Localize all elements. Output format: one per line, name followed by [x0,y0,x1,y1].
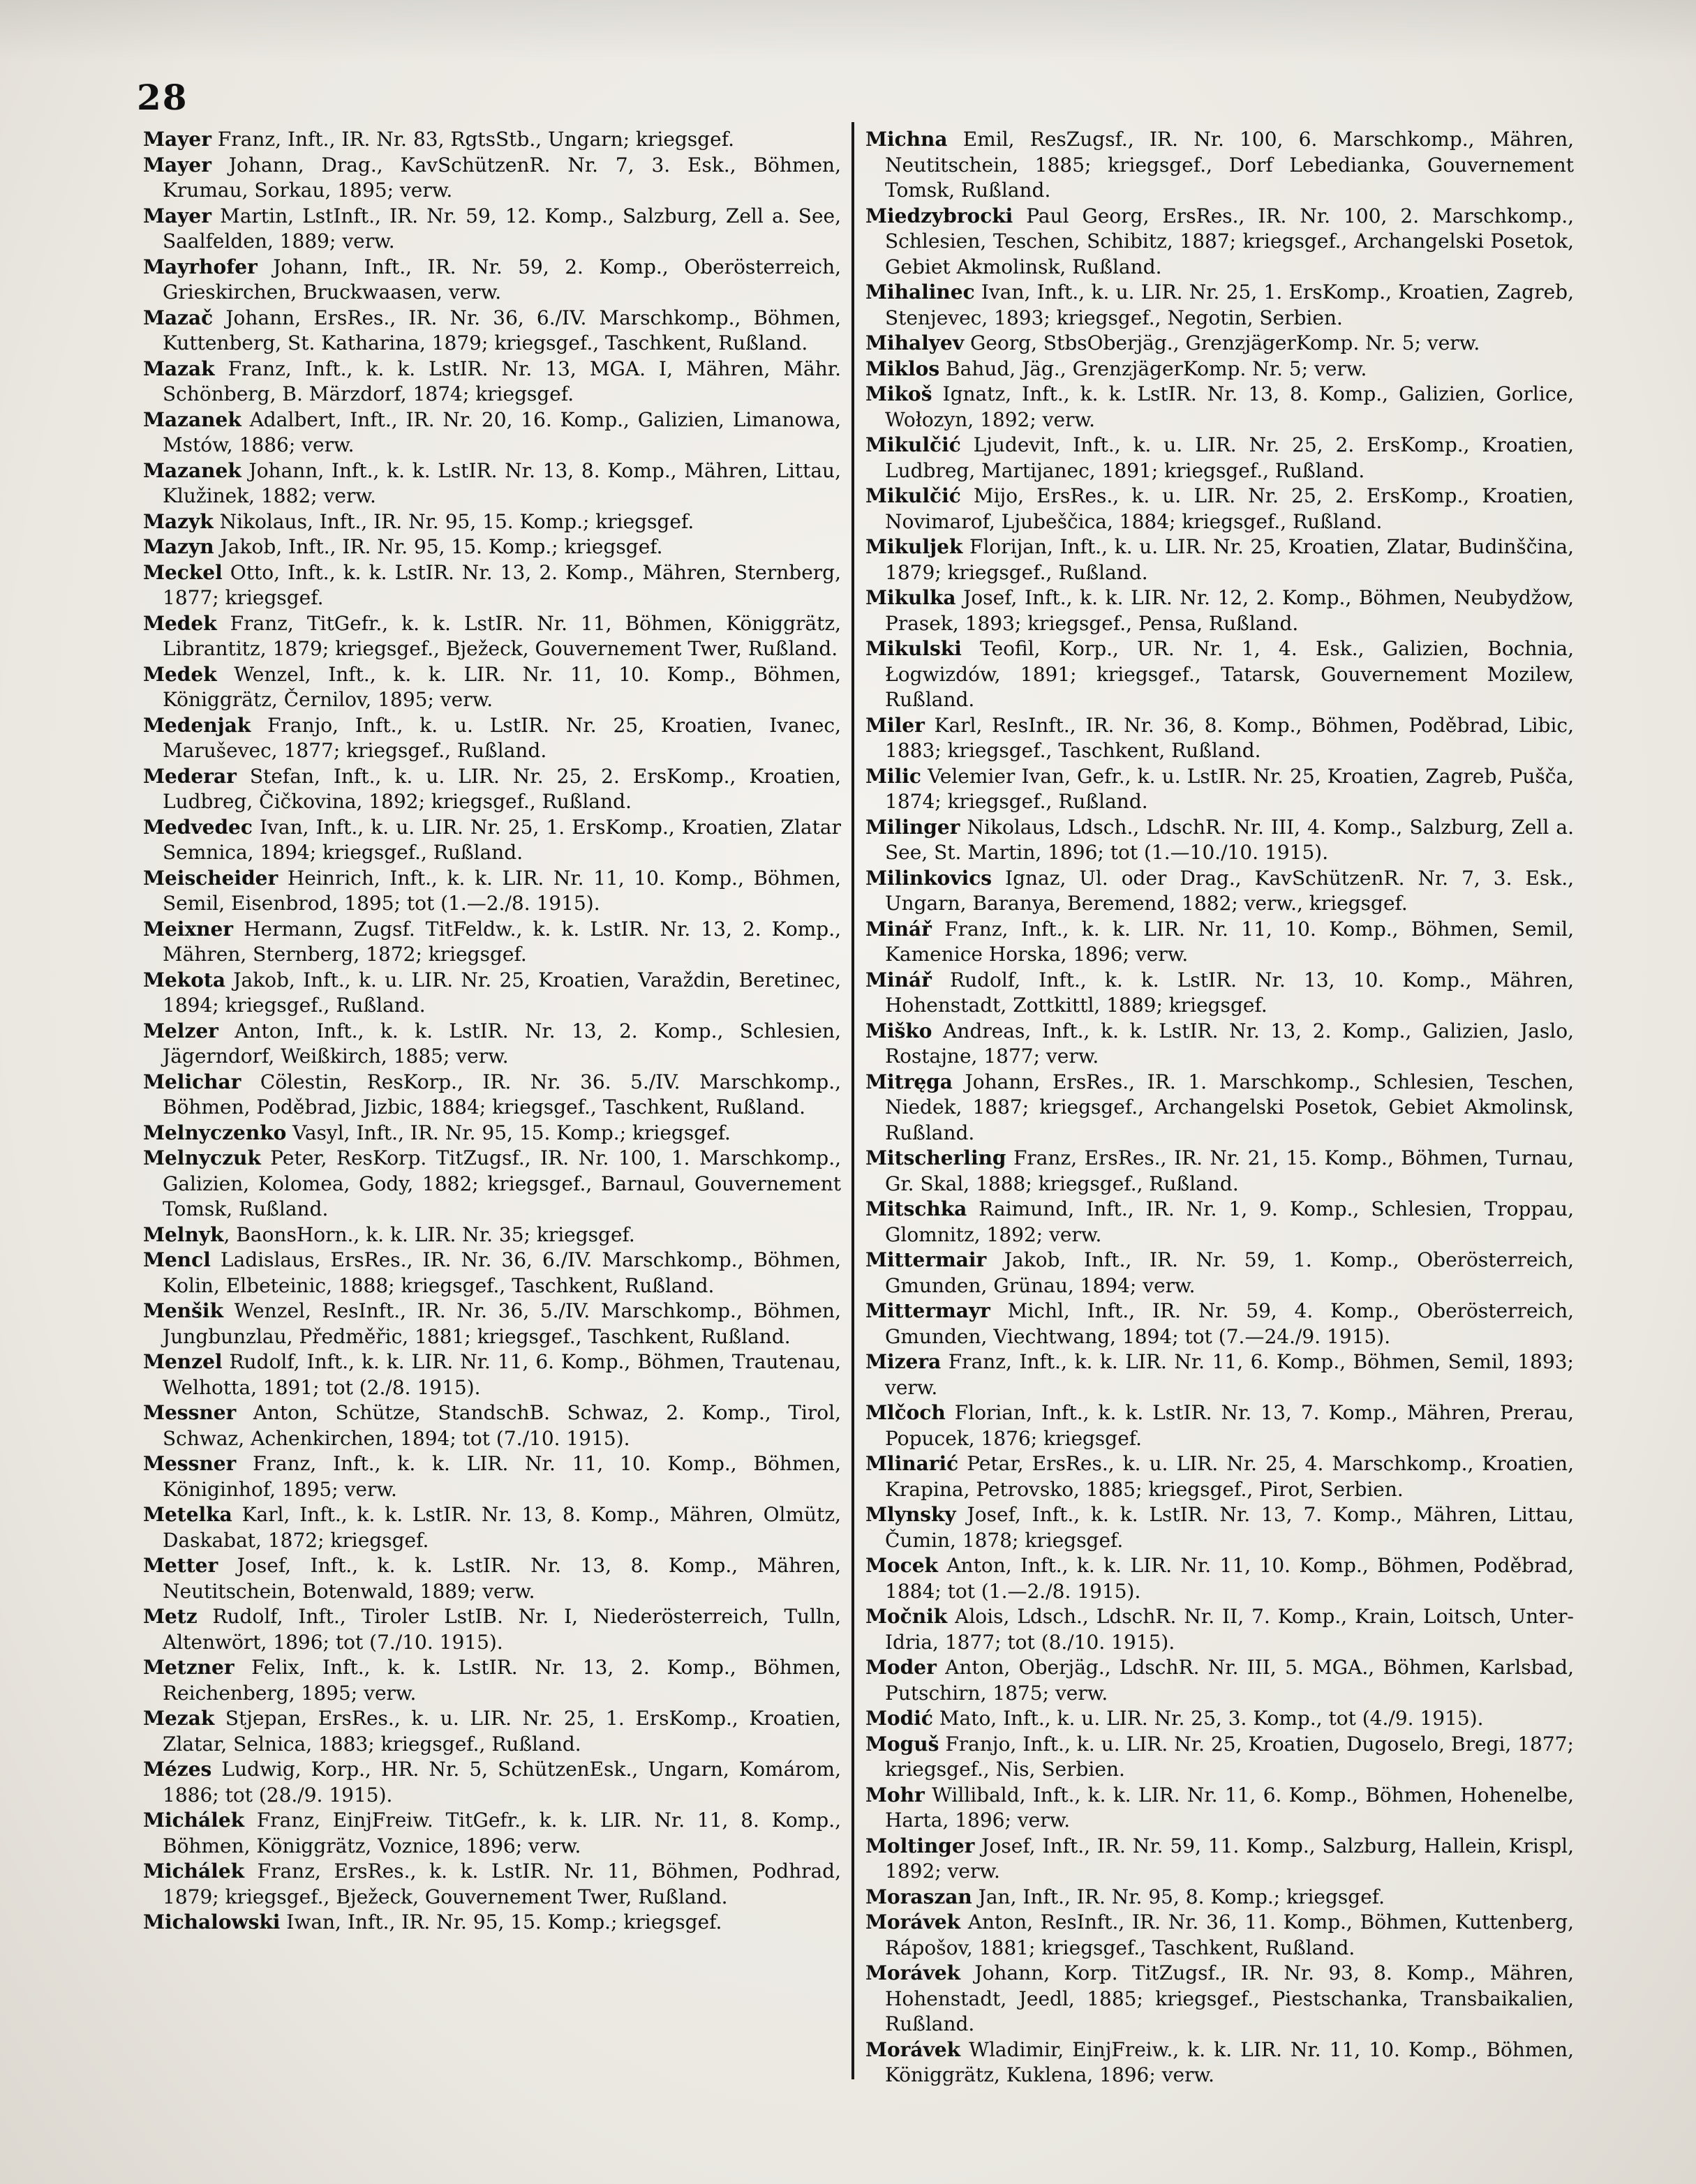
entry-details: Josef, Inft., IR. Nr. 59, 11. Komp., Salzburg, Hallein, Krispl, 1892; verw. [885,1834,1574,1883]
register-entry [143,204,841,255]
register-entry [865,1706,1574,1732]
page-number: 28 [137,77,188,118]
entry-details: Velemier Ivan, Gefr., k. u. LstIR. Nr. 25, Kroatien, Zagreb, Pušča, 1874; kriegsgef., Rußland. [885,764,1574,813]
register-entry [143,968,841,1019]
register-entry [143,1400,841,1451]
entry-surname: Medenjak [143,713,251,737]
entry-surname: Metz [143,1605,198,1628]
entry-surname: Menzel [143,1350,223,1373]
register-entry [143,1248,841,1299]
entry-details: Franz, ErsRes., IR. Nr. 21, 15. Komp., Böhmen, Turnau, Gr. Skal, 1888; kriegsgef., Rußland. [885,1146,1574,1195]
register-entry [865,1451,1574,1502]
entry-details: Hermann, Zugsf. TitFeldw., k. k. LstIR. Nr. 13, 2. Komp., Mähren, Sternberg, 1872; kriegsgef. [163,917,841,966]
register-entry [865,1553,1574,1604]
register-entry [143,1553,841,1604]
entry-details: Karl, ResInft., IR. Nr. 36, 8. Komp., Böhmen, Poděbrad, Libic, 1883; kriegsgef., Taschkent, Rußland. [885,713,1574,762]
entry-details: Willibald, Inft., k. k. LIR. Nr. 11, 6. Komp., Böhmen, Hohenelbe, Harta, 1896; verw. [885,1783,1574,1832]
entry-surname: Miško [865,1019,932,1042]
entry-details: Johann, ErsRes., IR. Nr. 36, 6./IV. Marschkomp., Böhmen, Kuttenberg, St. Katharina, 1879; kriegsgef., Taschkent, Rußland. [163,306,841,354]
register-entry [143,1121,841,1146]
entry-details: Rudolf, Inft., k. k. LstIR. Nr. 13, 10. Komp., Mähren, Hohenstadt, Zottkittl, 1889; kriegsgef. [885,968,1574,1017]
column-divider [851,122,854,2079]
register-entry [143,560,841,611]
entry-surname: Medek [143,611,217,635]
entry-details: Felix, Inft., k. k. LstIR. Nr. 13, 2. Komp., Böhmen, Reichenberg, 1895; verw. [163,1656,841,1705]
register-entry [865,1349,1574,1400]
register-entry [143,1299,841,1349]
entry-details: Paul Georg, ErsRes., IR. Nr. 100, 2. Marschkomp., Schlesien, Teschen, Schibitz, 1887; kriegsgef., Archangelski Posetok, Gebiet Akmolinsk, Rußland. [885,204,1574,278]
register-entry [865,1885,1574,1910]
register-entry [865,534,1574,585]
entry-details: Vasyl, Inft., IR. Nr. 95, 15. Komp.; kriegsgef. [286,1121,731,1144]
register-entry [865,1400,1574,1451]
entry-details: Florijan, Inft., k. u. LIR. Nr. 25, Kroatien, Zlatar, Budinščina, 1879; kriegsgef., Rußland. [885,535,1574,584]
register-entry [865,764,1574,815]
entry-surname: Melnyczenko [143,1121,287,1144]
entry-details: Franjo, Inft., k. u. LIR. Nr. 25, Kroatien, Dugoselo, Bregi, 1877; kriegsgef., Nis, Serbien. [885,1732,1574,1781]
register-entry [143,357,841,407]
entry-surname: Morávek [865,1961,961,1984]
entry-details: Josef, Inft., k. k. LIR. Nr. 12, 2. Komp., Böhmen, Neubydžow, Prasek, 1893; kriegsgef., Pensa, Rußland. [885,586,1574,635]
entry-details: Rudolf, Inft., Tiroler LstIB. Nr. I, Niederösterreich, Tulln, Altenwört, 1896; tot (7./10. 1915). [163,1605,841,1654]
entry-details: Franz, Inft., k. k. LIR. Nr. 11, 10. Komp., Böhmen, Semil, Kamenice Horska, 1896; verw. [885,917,1574,966]
entry-details: Josef, Inft., k. k. LstIR. Nr. 13, 7. Komp., Mähren, Littau, Čumin, 1878; kriegsgef. [885,1503,1574,1552]
entry-details: Franz, Inft., IR. Nr. 83, RgtsStb., Ungarn; kriegsgef. [211,128,734,151]
register-entry [865,968,1574,1019]
register-entry [865,866,1574,917]
entry-surname: Melichar [143,1070,241,1093]
entry-details: Bahud, Jäg., GrenzjägerKomp. Nr. 5; verw. [939,357,1367,380]
entry-details: Andreas, Inft., k. k. LstIR. Nr. 13, 2. Komp., Galizien, Jaslo, Rostajne, 1877; verw. [885,1019,1574,1068]
entry-surname: Mihalinec [865,281,975,304]
register-entry [143,917,841,968]
entry-surname: Mencl [143,1248,211,1271]
entry-surname: Močnik [865,1605,948,1628]
register-entry [143,1706,841,1757]
entry-surname: Miklos [865,357,940,380]
entry-details: Mato, Inft., k. u. LIR. Nr. 25, 3. Komp., tot (4./9. 1915). [932,1707,1484,1730]
entry-surname: Mitscherling [865,1146,1006,1169]
entry-details: Ignaz, Ul. oder Drag., KavSchützenR. Nr. 7, 3. Esk., Ungarn, Baranya, Beremend, 1882; verw., kriegsgef. [885,866,1574,915]
register-entry [865,1197,1574,1248]
register-entry [143,1808,841,1859]
entry-details: Stefan, Inft., k. u. LIR. Nr. 25, 2. ErsKomp., Kroatien, Ludbreg, Čičkovina, 1892; kriegsgef., Rußland. [163,764,841,813]
entry-surname: Mayer [143,204,211,227]
entry-surname: Mitręga [865,1070,953,1093]
register-entry [143,1451,841,1502]
entry-details: Otto, Inft., k. k. LstIR. Nr. 13, 2. Komp., Mähren, Sternberg, 1877; kriegsgef. [163,560,841,609]
entry-surname: Miedzybrocki [865,204,1013,227]
register-entry [143,306,841,357]
entry-surname: Mayrhofer [143,255,258,278]
entry-surname: Milinger [865,815,960,839]
register-entry [865,636,1574,713]
entry-details: Johann, Korp. TitZugsf., IR. Nr. 93, 8. Komp., Mähren, Hohenstadt, Jeedl, 1885; kriegsgef., Piestschanka, Transbaikalien, Rußland. [885,1961,1574,2035]
register-entry [143,153,841,204]
register-entry [865,280,1574,331]
entry-surname: Melnyczuk [143,1146,261,1169]
register-entry [143,1655,841,1706]
entry-details: Cölestin, ResKorp., IR. Nr. 36. 5./IV. Marschkomp., Böhmen, Poděbrad, Jizbic, 1884; kriegsgef., Taschkent, Rußland. [163,1070,841,1119]
entry-surname: Miler [865,713,925,737]
entry-surname: Mocek [865,1554,938,1577]
entry-surname: Mikoš [865,382,932,405]
entry-details: Wenzel, ResInft., IR. Nr. 36, 5./IV. Marschkomp., Böhmen, Jungbunzlau, Předměřic, 1881; kriegsgef., Taschkent, Rußland. [163,1299,841,1348]
entry-surname: Mayer [143,128,211,151]
entry-surname: Michálek [143,1809,245,1832]
register-entry [143,1859,841,1910]
entry-details: Emil, ResZugsf., IR. Nr. 100, 6. Marschkomp., Mähren, Neutitschein, 1885; kriegsgef., Dorf Lebedianka, Gouvernement Tomsk, Rußland. [885,128,1574,202]
entry-surname: Mlinarić [865,1452,959,1475]
entry-details: Adalbert, Inft., IR. Nr. 20, 16. Komp., Galizien, Limanowa, Mstów, 1886; verw. [163,407,841,456]
register-entry [865,713,1574,764]
entry-surname: Minář [865,917,932,941]
register-entry [143,255,841,306]
entry-details: Rudolf, Inft., k. k. LIR. Nr. 11, 6. Komp., Böhmen, Trautenau, Welhotta, 1891; tot (2./8. 1915). [163,1350,841,1399]
register-entry [865,2037,1574,2088]
entry-surname: Michna [865,128,948,151]
entry-surname: Messner [143,1401,237,1424]
entry-surname: Moder [865,1656,937,1679]
entry-surname: Modić [865,1707,933,1730]
entry-surname: Mekota [143,968,225,992]
entry-details: Teofil, Korp., UR. Nr. 1, 4. Esk., Galizien, Bochnia, Łogwizdów, 1891; kriegsgef., Tatarsk, Gouvernement Mozilew, Rußland. [885,637,1574,711]
entry-surname: Mikulčić [865,433,961,456]
entry-details: Anton, Oberjäg., LdschR. Nr. III, 5. MGA., Böhmen, Karlsbad, Putschirn, 1875; verw. [885,1656,1574,1705]
register-entry [143,866,841,917]
entry-details: Johann, Inft., IR. Nr. 59, 2. Komp., Oberösterreich, Grieskirchen, Bruckwaasen, verw. [163,255,841,304]
entry-details: Franz, EinjFreiw. TitGefr., k. k. LIR. Nr. 11, 8. Komp., Böhmen, Königgrätz, Voznice, 1896; verw. [163,1809,841,1857]
entry-surname: Mazak [143,357,215,380]
entry-details: Ivan, Inft., k. u. LIR. Nr. 25, 1. ErsKomp., Kroatien, Zagreb, Stenjevec, 1893; kriegsgef., Negotin, Serbien. [885,281,1574,329]
entry-surname: Michalowski [143,1910,281,1934]
entry-surname: Milic [865,764,921,788]
scan-shadow [0,0,1696,63]
entry-details: Wladimir, EinjFreiw., k. k. LIR. Nr. 11, 10. Komp., Böhmen, Königgrätz, Kuklena, 1896; verw. [885,2037,1574,2086]
entry-surname: Mlynsky [865,1503,956,1526]
entry-surname: Mizera [865,1350,942,1373]
register-entry [865,1834,1574,1885]
entry-surname: Mlčoch [865,1401,946,1424]
register-entry [865,331,1574,357]
entry-details: Franz, ErsRes., k. k. LstIR. Nr. 11, Böhmen, Podhrad, 1879; kriegsgef., Bježeck, Gouvernement Twer, Rußland. [163,1860,841,1908]
entry-surname: Mederar [143,764,237,788]
register-entry [865,1732,1574,1783]
entry-surname: Mittermair [865,1248,987,1271]
entry-details: Ljudevit, Inft., k. u. LIR. Nr. 25, 2. ErsKomp., Kroatien, Ludbreg, Martijanec, 1891; kriegsgef., Rußland. [885,433,1574,482]
entry-details: Wenzel, Inft., k. k. LIR. Nr. 11, 10. Komp., Böhmen, Königgrätz, Černilov, 1895; verw. [163,662,841,711]
register-entry [143,407,841,458]
entry-surname: Mazač [143,306,214,329]
entry-details: Franjo, Inft., k. u. LstIR. Nr. 25, Kroatien, Ivanec, Maruševec, 1877; kriegsgef., Rußland. [163,713,841,762]
register-entry [143,458,841,509]
entry-details: Franz, Inft., k. k. LIR. Nr. 11, 6. Komp., Böhmen, Semil, 1893; verw. [885,1350,1574,1399]
entry-surname: Moltinger [865,1834,975,1857]
entry-surname: Metelka [143,1503,232,1526]
entry-details: Johann, Drag., KavSchützenR. Nr. 7, 3. Esk., Böhmen, Krumau, Sorkau, 1895; verw. [163,153,841,202]
register-entry [865,1655,1574,1706]
entry-details: Jakob, Inft., k. u. LIR. Nr. 25, Kroatien, Varaždin, Beretinec, 1894; kriegsgef., Rußland. [163,968,841,1017]
register-entry [143,1019,841,1070]
register-entry [865,1299,1574,1349]
register-entry [143,662,841,713]
register-entry [143,534,841,560]
register-entry [865,1248,1574,1299]
entry-surname: Menšik [143,1299,223,1322]
register-entry [865,815,1574,866]
register-entry [143,815,841,866]
entry-details: Ignatz, Inft., k. k. LstIR. Nr. 13, 8. Komp., Galizien, Gorlice, Wołozyn, 1892; verw. [885,382,1574,431]
entry-surname: Meckel [143,560,223,584]
entry-surname: Moguš [865,1732,939,1756]
entry-surname: Metter [143,1554,218,1577]
register-entry [865,357,1574,382]
register-entry [865,917,1574,968]
entry-details: , BaonsHorn., k. k. LIR. Nr. 35; kriegsgef. [223,1222,635,1246]
register-entry [865,1019,1574,1070]
entry-details: Georg, StbsOberjäg., GrenzjägerKomp. Nr. 5; verw. [964,331,1480,354]
entry-surname: Mazanek [143,458,241,482]
entry-surname: Mayer [143,153,211,177]
entry-surname: Minář [865,968,932,992]
entry-details: Jakob, Inft., IR. Nr. 59, 1. Komp., Oberösterreich, Gmunden, Grünau, 1894; verw. [885,1248,1574,1297]
register-entry [143,1222,841,1248]
entry-surname: Mezak [143,1707,215,1730]
entry-surname: Michálek [143,1860,245,1883]
entry-details: Ludwig, Korp., HR. Nr. 5, SchützenEsk., Ungarn, Komárom, 1886; tot (28./9. 1915). [163,1758,841,1807]
register-entry [143,509,841,535]
entry-surname: Morávek [865,2037,961,2061]
entry-details: Iwan, Inft., IR. Nr. 95, 15. Komp.; kriegsgef. [280,1910,722,1934]
entry-details: Ivan, Inft., k. u. LIR. Nr. 25, 1. ErsKomp., Kroatien, Zlatar Semnica, 1894; kriegsgef., Rußland. [163,815,841,864]
register-entry [143,611,841,662]
entry-surname: Melzer [143,1019,218,1042]
entry-details: Mijo, ErsRes., k. u. LIR. Nr. 25, 2. ErsKomp., Kroatien, Novimarof, Ljubeščica, 1884; kriegsgef., Rußland. [885,484,1574,533]
entry-details: Johann, ErsRes., IR. 1. Marschkomp., Schlesien, Teschen, Niedek, 1887; kriegsgef., Archangelski Posetok, Gebiet Akmolinsk, Rußland. [885,1070,1574,1144]
register-entry [865,1783,1574,1834]
register-entry [865,127,1574,204]
register-entry [865,1910,1574,1961]
entry-details: Anton, Schütze, StandschB. Schwaz, 2. Komp., Tirol, Schwaz, Achenkirchen, 1894; tot (7./10. 1915). [163,1401,841,1450]
entry-details: Karl, Inft., k. k. LstIR. Nr. 13, 8. Komp., Mähren, Olmütz, Daskabat, 1872; kriegsgef. [163,1503,841,1552]
entry-details: Michl, Inft., IR. Nr. 59, 4. Komp., Oberösterreich, Gmunden, Viechtwang, 1894; tot (7.—24./9. 1915). [885,1299,1574,1348]
register-entry [143,1910,841,1936]
entry-surname: Mazyk [143,509,214,533]
entry-surname: Mazyn [143,535,214,558]
register-entry [865,1502,1574,1553]
entry-surname: Mitschka [865,1197,967,1220]
entry-details: Stjepan, ErsRes., k. u. LIR. Nr. 25, 1. ErsKomp., Kroatien, Zlatar, Selnica, 1883; kriegsgef., Rußland. [163,1707,841,1756]
entry-surname: Medvedec [143,815,253,839]
entry-surname: Mittermayr [865,1299,990,1322]
register-entry [865,585,1574,636]
entry-surname: Metzner [143,1656,235,1679]
register-entry [865,382,1574,433]
entry-surname: Mihalyev [865,331,965,354]
register-entry [143,1757,841,1808]
register-entry [865,1146,1574,1197]
entry-details: Raimund, Inft., IR. Nr. 1, 9. Komp., Schlesien, Troppau, Glomnitz, 1892; verw. [885,1197,1574,1246]
entry-details: Anton, ResInft., IR. Nr. 36, 11. Komp., Böhmen, Kuttenberg, Rápošov, 1881; kriegsgef., Taschkent, Rußland. [885,1910,1574,1959]
register-entry [143,1349,841,1400]
entry-details: Franz, Inft., k. k. LIR. Nr. 11, 10. Komp., Böhmen, Königinhof, 1895; verw. [163,1452,841,1501]
entry-details: Anton, Inft., k. k. LIR. Nr. 11, 10. Komp., Böhmen, Poděbrad, 1884; tot (1.—2./8. 1915). [885,1554,1574,1603]
register-entry [865,1070,1574,1146]
left-column [143,127,841,1936]
register-entry [865,1961,1574,2037]
entry-surname: Mézes [143,1758,212,1781]
register-entry [865,1604,1574,1655]
entry-details: Heinrich, Inft., k. k. LIR. Nr. 11, 10. Komp., Böhmen, Semil, Eisenbrod, 1895; tot (1.—2./8. 1915). [163,866,841,915]
entry-details: Josef, Inft., k. k. LstIR. Nr. 13, 8. Komp., Mähren, Neutitschein, Botenwald, 1889; verw. [163,1554,841,1603]
register-entry [143,1502,841,1553]
entry-surname: Mazanek [143,407,241,431]
entry-surname: Mikulčić [865,484,961,507]
entry-details: Florian, Inft., k. k. LstIR. Nr. 13, 7. Komp., Mähren, Prerau, Popucek, 1876; kriegsgef. [885,1401,1574,1450]
entry-details: Nikolaus, Inft., IR. Nr. 95, 15. Komp.; kriegsgef. [213,509,694,533]
entry-details: Nikolaus, Ldsch., LdschR. Nr. III, 4. Komp., Salzburg, Zell a. See, St. Martin, 1896; tot (1.—10./10. 1915). [885,815,1574,864]
entry-details: Peter, ResKorp. TitZugsf., IR. Nr. 100, 1. Marschkomp., Galizien, Kolomea, Gody, 1882; kriegsgef., Barnaul, Gouvernement Tomsk, Rußland. [163,1146,841,1220]
register-entry [143,764,841,815]
register-entry [865,484,1574,534]
register-entry [143,1070,841,1121]
entry-details: Jakob, Inft., IR. Nr. 95, 15. Komp.; kriegsgef. [214,535,663,558]
register-entry [865,433,1574,484]
entry-surname: Melnyk [143,1222,224,1246]
entry-surname: Mikulka [865,586,956,609]
entry-details: Alois, Ldsch., LdschR. Nr. II, 7. Komp., Krain, Loitsch, Unter-Idria, 1877; tot (8./10. 1915). [885,1605,1574,1654]
entry-surname: Meischeider [143,866,278,890]
entry-surname: Medek [143,662,217,686]
entry-details: Jan, Inft., IR. Nr. 95, 8. Komp.; kriegsgef. [972,1885,1385,1908]
entry-surname: Morávek [865,1910,961,1934]
entry-surname: Milinkovics [865,866,992,890]
register-entry [865,204,1574,281]
entry-surname: Mohr [865,1783,925,1807]
entry-surname: Moraszan [865,1885,972,1908]
entry-details: Johann, Inft., k. k. LstIR. Nr. 13, 8. Komp., Mähren, Littau, Klužinek, 1882; verw. [163,458,841,507]
entry-details: Ladislaus, ErsRes., IR. Nr. 36, 6./IV. Marschkomp., Böhmen, Kolin, Elbeteinic, 1888; kriegsgef., Taschkent, Rußland. [163,1248,841,1297]
entry-surname: Mikuljek [865,535,963,558]
entry-surname: Mikulski [865,637,962,660]
entry-details: Petar, ErsRes., k. u. LIR. Nr. 25, 4. Marschkomp., Kroatien, Krapina, Petrovsko, 1885; kriegsgef., Pirot, Serbien. [885,1452,1574,1501]
register-entry [143,1146,841,1222]
register-entry [143,1604,841,1655]
entry-details: Anton, Inft., k. k. LstIR. Nr. 13, 2. Komp., Schlesien, Jägerndorf, Weißkirch, 1885; verw. [163,1019,841,1068]
entry-details: Franz, TitGefr., k. k. LstIR. Nr. 11, Böhmen, Königgrätz, Librantitz, 1879; kriegsgef., Bježeck, Gouvernement Twer, Rußland. [163,611,841,660]
entry-surname: Messner [143,1452,237,1475]
entry-details: Franz, Inft., k. k. LstIR. Nr. 13, MGA. I, Mähren, Mähr. Schönberg, B. Märzdorf, 1874; kriegsgef. [163,357,841,405]
entry-details: Martin, LstInft., IR. Nr. 59, 12. Komp., Salzburg, Zell a. See, Saalfelden, 1889; verw. [163,204,841,253]
register-entry [143,127,841,153]
register-entry [143,713,841,764]
right-column [865,127,1574,2088]
entry-surname: Meixner [143,917,234,941]
